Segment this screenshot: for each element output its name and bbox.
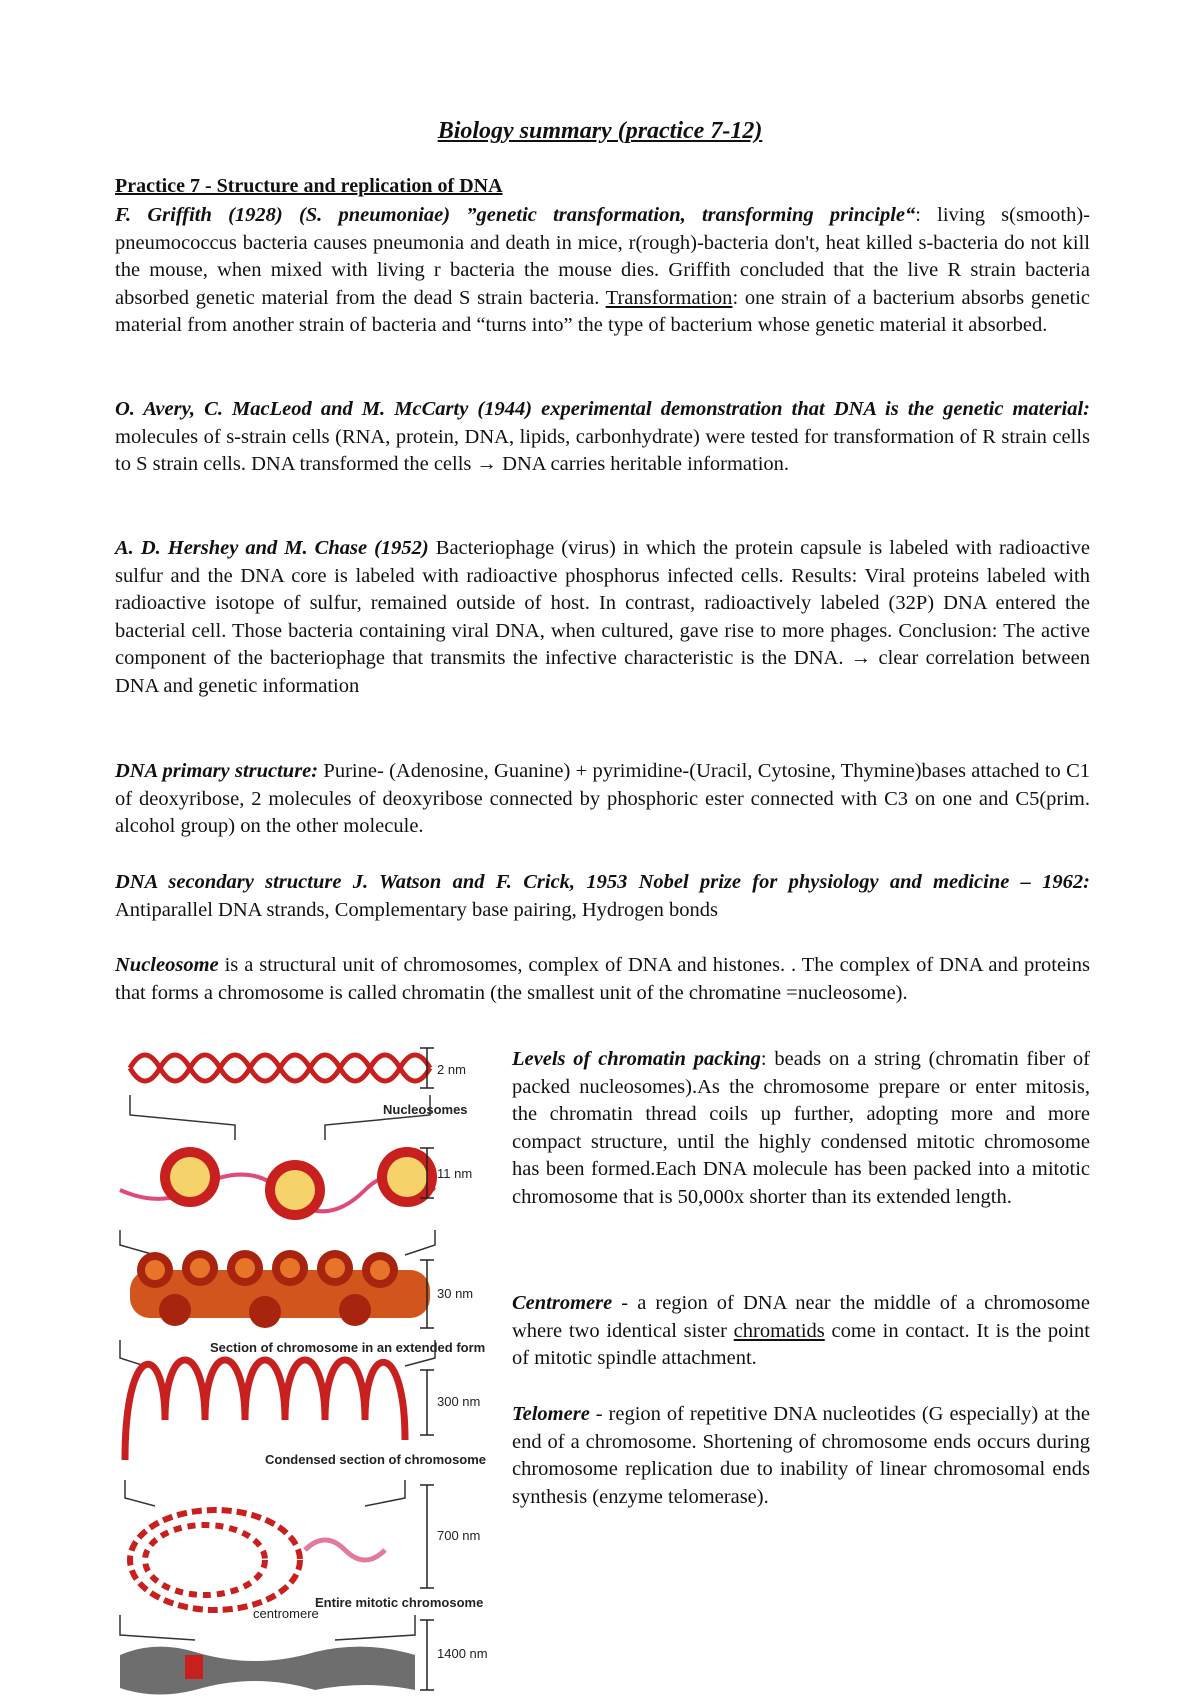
chromatin-packing-figure <box>115 1040 515 1698</box>
levels-body: : beads on a string (chromatin fiber of packed nucleosomes).As the chromosome prepare or enter mitosis, the chromatin thread coils up further, adopting more and more compact structure, until the highly condensed mitotic chromosome has been formed.Each DNA molecule has been packed into a mitotic chromosome that is 50,000x shorter than its extended length. <box>512 1048 1090 1208</box>
transformation-term: Transformation <box>605 286 733 309</box>
extended-chromosome-loops <box>125 1360 405 1460</box>
secondary-body: Antiparallel DNA strands, Complementary base pairing, Hydrogen bonds <box>115 898 718 921</box>
paragraph-chromatin-levels <box>512 1046 1090 1211</box>
centromere-body-2: come in contact. It is the point of mitotic spindle attachment. <box>512 1319 1090 1369</box>
chromatids-term: chromatids <box>733 1319 825 1342</box>
paragraph-primary-structure <box>115 758 1090 841</box>
centromere-mark <box>185 1655 203 1679</box>
dimension-markers <box>420 1048 434 1690</box>
dna-helix <box>130 1055 430 1081</box>
label-extended-form: Section of chromosome in an extended form <box>210 1340 486 1355</box>
levels-lead: Levels of chromatin packing <box>512 1048 761 1070</box>
hershey-lead: A. D. Hershey and M. Chase (1952) <box>115 537 429 559</box>
avery-lead: O. Avery, C. MacLeod and M. McCarty (1944) experimental demonstration that DNA is the genetic material: <box>115 398 1090 420</box>
paragraph-nucleosome <box>115 952 1090 1007</box>
label-mitotic-chromosome: Entire mitotic chromosome <box>315 1595 484 1610</box>
nucleosome-lead: Nucleosome <box>115 954 219 976</box>
avery-body: molecules of s-strain cells (RNA, protein, DNA, lipids, carbonhydrate) were tested for transformation of R strain cells to S strain cells. DNA transformed the cells → DNA carries heritable information. <box>115 425 1090 475</box>
nucleosome-beads <box>120 1147 437 1220</box>
griffith-body-2: : one strain of a bacterium absorbs genetic material from another strain of bacteria and “turns into” the type of bacterium whose genetic material it absorbed. <box>115 286 1091 336</box>
secondary-lead: DNA secondary structure J. Watson and F. Crick, 1953 Nobel prize for physiology and medicine – 1962: <box>115 871 1090 893</box>
dim-11nm: 11 nm <box>437 1166 473 1181</box>
paragraph-avery <box>115 396 1090 479</box>
primary-lead: DNA primary structure: <box>115 760 319 782</box>
griffith-lead: F. Griffith (1928) (S. pneumoniae) ”genetic transformation, transforming principle“ <box>115 204 916 226</box>
dim-1400nm: 1400 nm <box>437 1646 488 1661</box>
dim-300nm: 300 nm <box>437 1394 481 1409</box>
mitotic-chromosome <box>120 1647 415 1695</box>
primary-body: Purine- (Adenosine, Guanine) + pyrimidine-(Uracil, Cytosine, Thymine)bases attached to C1 of deoxyribose, 2 molecules of deoxyribose connected by phosphoric ester connected with C3 on one and C5(prim. alcohol group) on the other molecule. <box>115 760 1091 837</box>
nucleosome-body: is a structural unit of chromosomes, complex of DNA and histones. . The complex of DNA and proteins that forms a chromosome is called chromatin (the smallest unit of the chromatine =nucleosome). <box>115 954 1090 1004</box>
section-heading: Practice 7 - Structure and replication of DNA <box>115 175 503 197</box>
paragraph-hershey <box>115 535 1090 700</box>
dim-2nm: 2 nm <box>437 1062 466 1077</box>
centromere-body-1: - a region of DNA near the middle of a chromosome where two identical sister <box>512 1292 1090 1342</box>
telomere-lead: Telomere <box>512 1403 590 1425</box>
centromere-lead: Centromere <box>512 1292 613 1314</box>
telomere-body: - region of repetitive DNA nucleotides (G especially) at the end of a chromosome. Shortening of chromosome ends occurs during chromosome replication due to inability of linear chromosomal ends synthesis (enzyme telomerase). <box>512 1403 1090 1508</box>
dim-700nm: 700 nm <box>437 1528 481 1543</box>
chromatin-fiber-30nm <box>130 1250 430 1328</box>
paragraph-secondary-structure <box>115 869 1090 924</box>
document-title: Biology summary (practice 7-12) <box>437 118 763 144</box>
paragraph-griffith <box>115 202 1090 340</box>
label-nucleosomes: Nucleosomes <box>383 1102 468 1117</box>
hershey-body: Bacteriophage (virus) in which the protein capsule is labeled with radioactive sulfur and the DNA core is labeled with radioactive phosphorus infected cells. Results: Viral proteins labeled with radioactive isotope of sulfur, remained outside of host. In contrast, radioactively labeled (32P) DNA entered the bacterial cell. Those bacteria containing viral DNA, when cultured, gave rise to more phages. Conclusion: The active component of the bacteriophage that transmits the infective characteristic is the DNA. → clear correlation between DNA and genetic information <box>115 537 1091 697</box>
label-condensed-section: Condensed section of chromosome <box>265 1452 487 1467</box>
griffith-body-1: : living s(smooth)-pneumococcus bacteria causes pneumonia and death in mice, r(rough)-bacteria don't, heat killed s-bacteria do not kill the mouse, when mixed with living r bacteria the mouse dies. Griffith concluded that the live R strain bacteria absorbed genetic material from the dead S strain bacteria. <box>115 204 1090 309</box>
label-centromere: centromere <box>253 1606 319 1621</box>
paragraph-centromere <box>512 1290 1090 1373</box>
paragraph-telomere <box>512 1401 1090 1511</box>
dim-30nm: 30 nm <box>437 1286 474 1301</box>
